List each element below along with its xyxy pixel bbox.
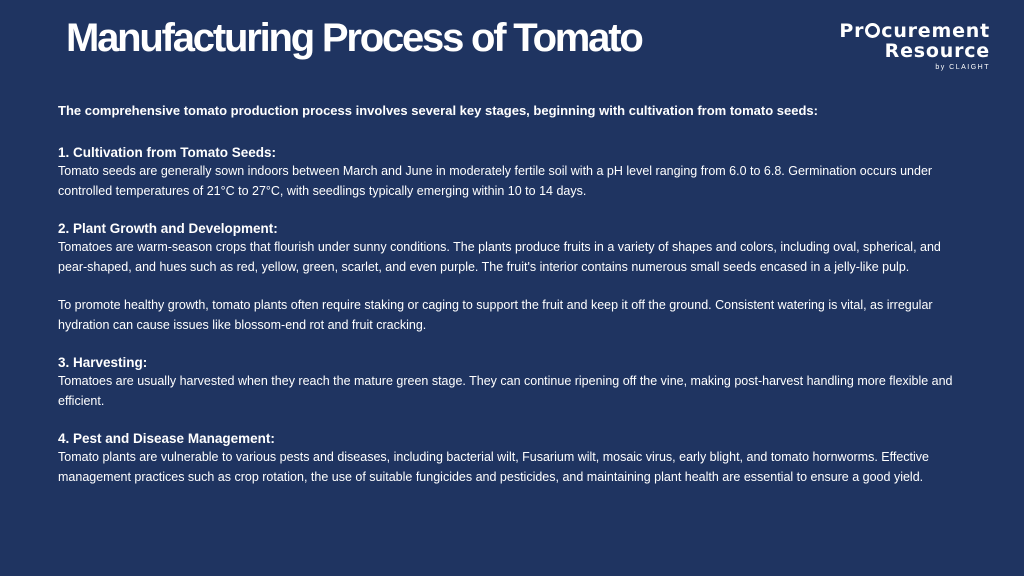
section-heading: 2. Plant Growth and Development: [58,221,278,236]
section-heading: 3. Harvesting: [58,355,148,370]
section-pest-management [58,430,958,487]
section-paragraph: Tomato plants are vulnerable to various pests and diseases, including bacterial wilt, Fusarium wilt, mosaic virus, early blight, and tomato hornworms. Effective management practices such as crop rotation, the use of suitable fungicides and pesticides, and maintaining plant health are essential to ensure a good yield. [58,450,930,484]
logo-line-1: Pr curement [839,20,990,42]
section-cultivation [58,144,958,201]
intro-text: The comprehensive tomato production process involves several key stages, beginning with cultivation from tomato seeds: [58,103,818,118]
section-growth [58,220,958,335]
section-heading: 4. Pest and Disease Management: [58,431,275,446]
page-title: Manufacturing Process of Tomato [66,16,642,60]
section-heading: 1. Cultivation from Tomato Seeds: [58,145,277,160]
section-paragraph: Tomatoes are warm-season crops that flourish under sunny conditions. The plants produce fruits in a variety of shapes and colors, including oval, spherical, and pear-shaped, and hues such as red, yellow, green, scarlet, and even purple. The fruit's interior contains numerous small seeds encased in a jelly-like pulp. [58,240,941,274]
section-paragraph: Tomatoes are usually harvested when they reach the mature green stage. They can continue ripening off the vine, making post-harvest handling more flexible and efficient. [58,374,953,408]
main-content [58,102,958,506]
section-paragraph: To promote healthy growth, tomato plants often require staking or caging to support the fruit and keep it off the ground. Consistent watering is vital, as irregular hydration can cause issues like blossom-end rot and fruit cracking. [58,298,933,332]
procurement-resource-logo [839,22,990,71]
logo-byline: by CLAIGHT [935,64,990,71]
section-paragraph: Tomato seeds are generally sown indoors between March and June in moderately fertile soil with a pH level ranging from 6.0 to 6.8. Germination occurs under controlled temperatures of 21°C to 27°C, with seedlings typically emerging within 10 to 14 days. [58,164,933,198]
section-harvesting [58,354,958,411]
logo-line-2: Resource [884,40,990,62]
logo-o-icon [865,23,880,38]
